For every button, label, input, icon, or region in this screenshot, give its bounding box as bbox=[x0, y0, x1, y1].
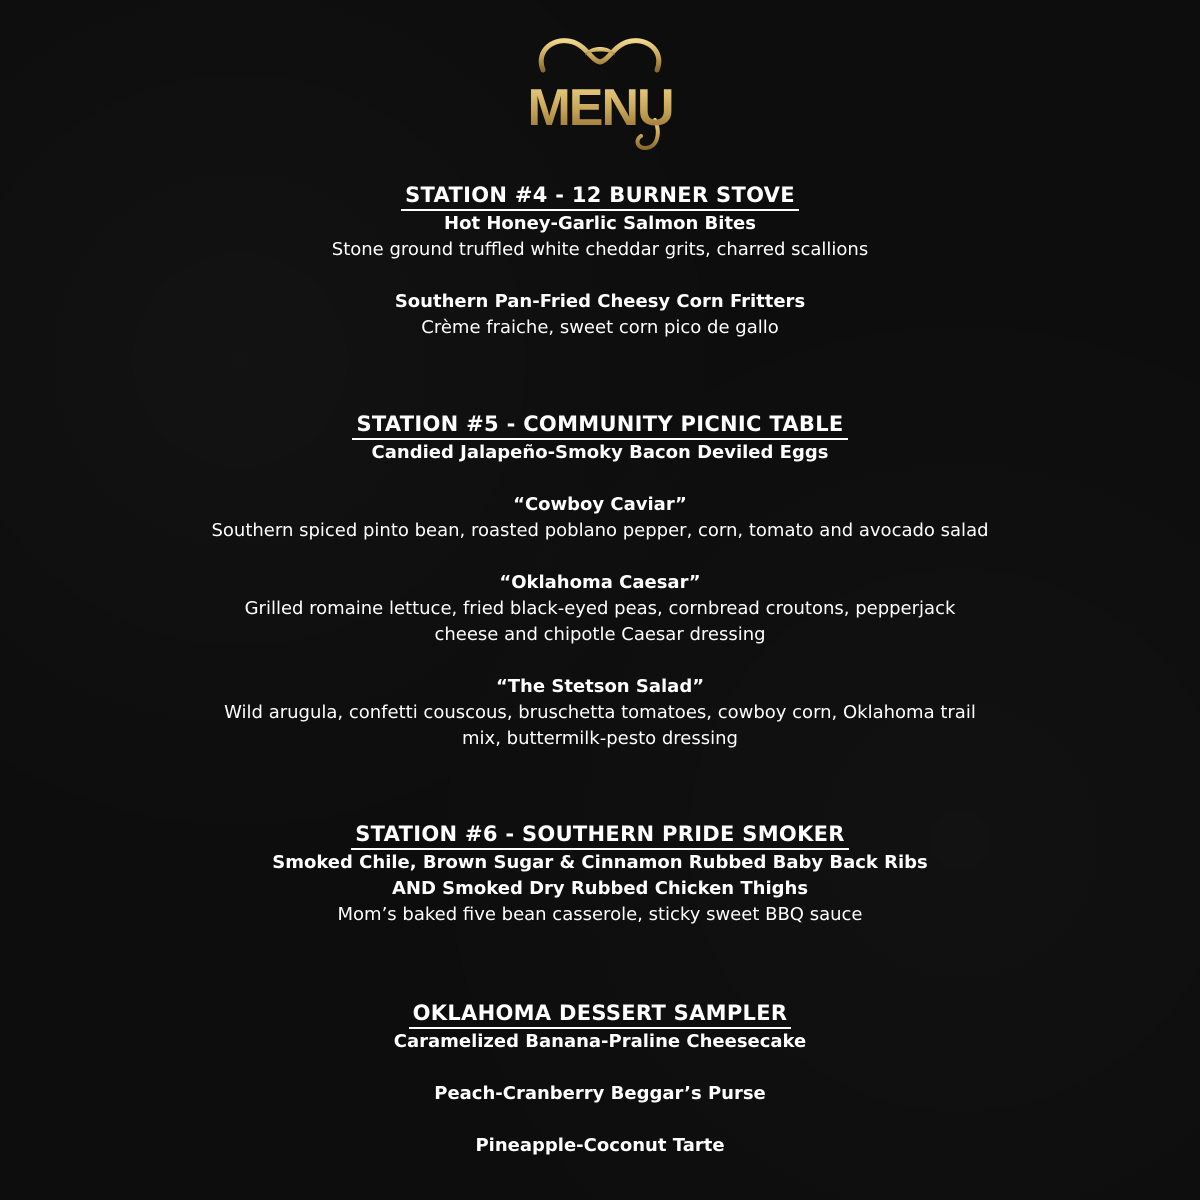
dish-description: Wild arugula, confetti couscous, bruschetta tomatoes, cowboy corn, Oklahoma trail bbox=[224, 702, 976, 723]
dish-description: mix, buttermilk-pesto dressing bbox=[462, 728, 738, 749]
dish-description: Mom’s baked five bean casserole, sticky sweet BBQ sauce bbox=[337, 904, 863, 925]
dish-name: Caramelized Banana-Praline Cheesecake bbox=[393, 1031, 807, 1052]
menu-logo-text: MENU bbox=[527, 79, 673, 137]
dish-name: “Oklahoma Caesar” bbox=[499, 572, 701, 593]
menu-logo bbox=[525, 30, 675, 155]
dessert-section bbox=[0, 1000, 1200, 1159]
station-title: OKLAHOMA DESSERT SAMPLER bbox=[409, 1000, 792, 1029]
dish-name: Peach-Cranberry Beggar’s Purse bbox=[434, 1083, 766, 1104]
dish-name: Candied Jalapeño-Smoky Bacon Deviled Eggs bbox=[371, 442, 829, 463]
station-title: STATION #4 - 12 BURNER STOVE bbox=[401, 182, 799, 211]
dish-name: Pineapple-Coconut Tarte bbox=[475, 1135, 725, 1156]
dish-name: Southern Pan-Fried Cheesy Corn Fritters bbox=[394, 291, 806, 312]
dish-name: “Cowboy Caviar” bbox=[513, 494, 687, 515]
dish-description: Southern spiced pinto bean, roasted poblano pepper, corn, tomato and avocado salad bbox=[211, 520, 989, 541]
station-title: STATION #5 - COMMUNITY PICNIC TABLE bbox=[352, 411, 847, 440]
station-4-section bbox=[0, 182, 1200, 341]
menu-logo-graphic bbox=[525, 30, 675, 155]
station-6-section bbox=[0, 821, 1200, 928]
dish-description: Stone ground truffled white cheddar grits, charred scallions bbox=[331, 239, 869, 260]
dish-description: Grilled romaine lettuce, fried black-eyed peas, cornbread croutons, pepperjack bbox=[244, 598, 956, 619]
dish-name: “The Stetson Salad” bbox=[495, 676, 705, 697]
dish-description: Crème fraiche, sweet corn pico de gallo bbox=[421, 317, 779, 338]
dish-name: AND Smoked Dry Rubbed Chicken Thighs bbox=[391, 878, 809, 899]
dish-name: Smoked Chile, Brown Sugar & Cinnamon Rubbed Baby Back Ribs bbox=[272, 852, 928, 873]
station-title: STATION #6 - SOUTHERN PRIDE SMOKER bbox=[351, 821, 849, 850]
dish-description: cheese and chipotle Caesar dressing bbox=[434, 624, 766, 645]
station-5-section bbox=[0, 411, 1200, 752]
dish-name: Hot Honey-Garlic Salmon Bites bbox=[444, 213, 756, 234]
